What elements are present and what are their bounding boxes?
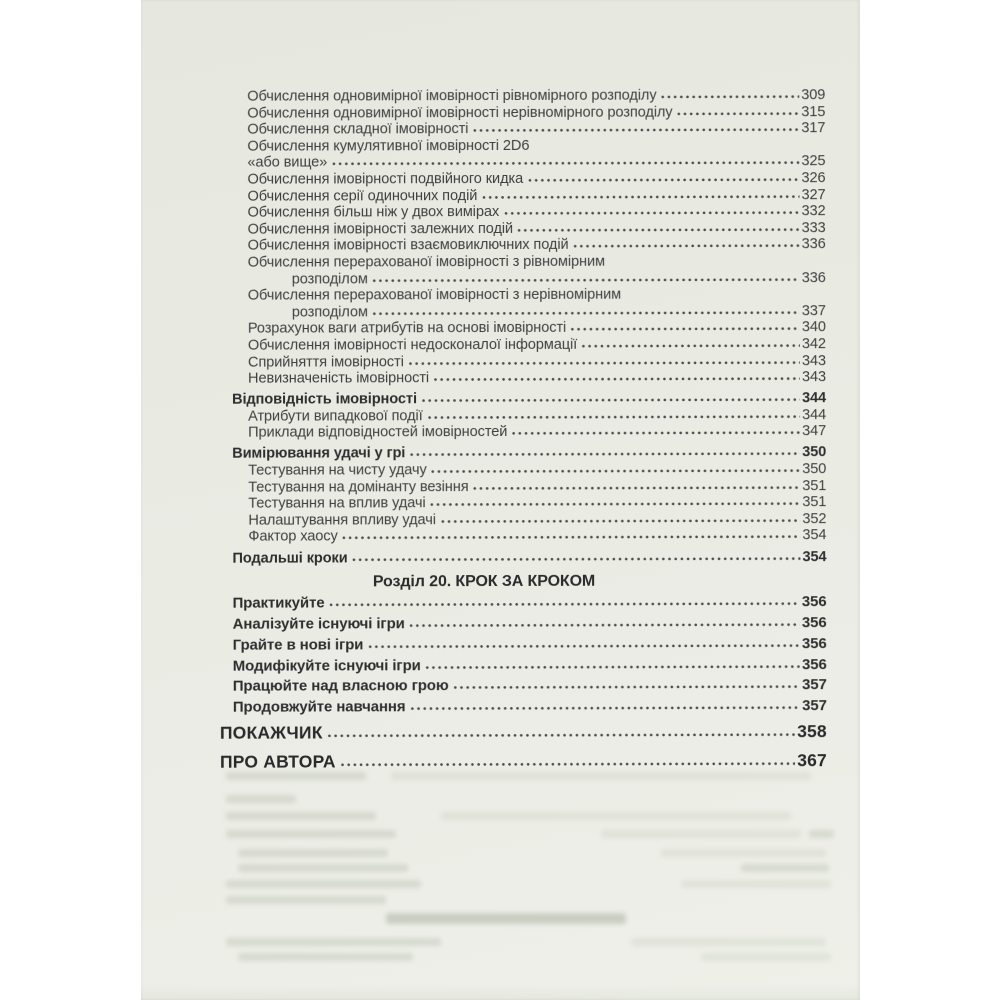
bleed-through-line <box>226 938 441 946</box>
toc-row <box>141 494 826 512</box>
toc-entry-label: Обчислення перерахованої імовірності з рівномірним <box>247 253 606 271</box>
toc-row <box>142 592 827 615</box>
toc-row <box>141 369 826 387</box>
toc-row <box>142 613 827 636</box>
toc-row <box>140 87 825 105</box>
toc-row <box>141 461 826 479</box>
page-number: 344 <box>801 406 827 423</box>
toc-row <box>142 720 827 744</box>
page-number: 343 <box>801 369 826 386</box>
toc-row <box>141 478 826 496</box>
toc-entry-label: Налаштування впливу удачі <box>248 512 436 529</box>
dot-leader <box>353 556 801 562</box>
dot-leader <box>330 601 800 607</box>
toc-entry-label: Приклади відповідностей імовірностей <box>248 424 508 442</box>
dot-leader <box>410 452 800 458</box>
chapter-heading <box>141 571 826 592</box>
dot-leader <box>441 518 800 524</box>
page-number: 347 <box>802 423 827 440</box>
toc-entry-label: Грайте в нові ігри <box>232 636 364 654</box>
dot-leader <box>432 468 800 474</box>
toc-row <box>142 675 827 698</box>
bleed-through-line <box>441 812 791 820</box>
page-number: 354 <box>802 548 827 565</box>
bleed-through-line <box>631 938 826 946</box>
toc-entry-label: ПОКАЖЧИК <box>219 722 323 743</box>
bleed-through-line <box>741 864 829 872</box>
dot-leader <box>528 177 799 183</box>
page-number: 356 <box>801 614 827 632</box>
bleed-through-line <box>226 880 421 888</box>
dot-leader <box>662 94 800 99</box>
toc-entry-label: Вимірювання удачі у грі <box>232 445 406 463</box>
dot-leader <box>454 685 800 691</box>
dot-leader <box>328 732 795 738</box>
bleed-through-line <box>238 953 413 961</box>
toc-entry-label: Тестування на вплив удачі <box>248 495 426 512</box>
toc-row <box>142 749 827 773</box>
toc-row <box>141 445 826 463</box>
toc-row <box>141 286 826 304</box>
dot-leader <box>428 414 800 420</box>
toc-entry-label: Модифікуйте існуючі ігри <box>232 656 421 675</box>
toc-row <box>141 236 826 254</box>
page-number: 325 <box>801 153 826 170</box>
dot-leader <box>373 277 800 283</box>
toc-entry-label: Невизначеність імовірності <box>247 370 430 387</box>
page-number: 342 <box>801 336 826 353</box>
dot-leader <box>582 343 800 349</box>
toc-row <box>140 137 825 155</box>
page-number: 336 <box>801 236 826 253</box>
toc-entry-label: «або вище» <box>247 154 328 172</box>
page-number: 352 <box>802 510 827 528</box>
page-number: 350 <box>802 444 827 461</box>
toc-entry-label: Відповідність імовірності <box>232 391 417 408</box>
dot-leader <box>473 127 799 133</box>
dot-leader <box>518 227 799 233</box>
bleed-through-line <box>681 880 831 888</box>
toc-row <box>141 353 826 371</box>
toc-row <box>141 549 826 567</box>
dot-leader <box>482 194 799 200</box>
toc-entry-label: Обчислення кумулятивної імовірності 2D6 <box>247 137 530 155</box>
dot-leader <box>422 397 800 403</box>
toc-entry-label: Обчислення перерахованої імовірності з нерівномірним <box>247 286 622 304</box>
toc-entry-label: Аналізуйте існуючі ігри <box>232 615 405 633</box>
toc-row <box>141 253 826 271</box>
toc-entry-label: Обчислення одновимірної імовірності нерівномірного розподілу <box>247 104 673 122</box>
toc-row <box>141 528 826 546</box>
toc-entry-label: розподілом <box>291 304 368 321</box>
bleed-through-line <box>809 830 834 838</box>
toc-entry-label: Обчислення серії одиночних подій <box>247 187 478 205</box>
bleed-through-line <box>226 772 366 780</box>
toc-row <box>142 634 827 657</box>
toc-entry-label: Обчислення імовірності недосконалої інформації <box>247 336 578 354</box>
toc-entry-label: Обчислення складної імовірності <box>247 121 469 138</box>
page-number: 350 <box>802 461 827 478</box>
page-number: 344 <box>801 390 827 407</box>
toc-row <box>141 220 826 238</box>
bleed-through-line <box>226 812 376 820</box>
page-number: 356 <box>801 634 827 652</box>
page-number: 309 <box>801 87 826 104</box>
toc-row <box>141 270 826 288</box>
page-number: 336 <box>801 269 826 286</box>
toc-row <box>140 154 825 172</box>
toc-entry-label: Обчислення імовірності подвійного кидка <box>247 170 524 188</box>
toc-row <box>140 170 825 188</box>
page-number: 315 <box>801 103 826 120</box>
dot-leader <box>426 664 800 670</box>
bleed-through-heading <box>386 913 626 924</box>
page-number: 356 <box>801 593 827 611</box>
bleed-through-line <box>391 772 811 780</box>
toc-entry-label: Сприйняття імовірності <box>247 353 404 371</box>
toc-row <box>141 336 826 354</box>
page-number: 356 <box>801 655 827 673</box>
toc-entry-label: Обчислення імовірності взаємовиключних подій <box>247 237 569 255</box>
page-number: 357 <box>802 676 827 694</box>
toc-entry-label: Тестування на домінанту везіння <box>248 478 469 496</box>
page-number: 358 <box>797 721 827 742</box>
dot-leader <box>343 535 801 541</box>
toc-entry-label: Обчислення одновимірної імовірності рівномірного розподілу <box>247 87 657 105</box>
dot-leader <box>678 111 800 116</box>
page-number: 354 <box>802 527 827 544</box>
toc-entry-label: Продовжуйте навчання <box>232 698 406 716</box>
toc-entry-label: Розділ 20. КРОК ЗА КРОКОМ <box>372 572 596 591</box>
bleed-through-line <box>701 953 831 961</box>
toc-row <box>141 407 826 425</box>
toc-row <box>140 187 825 205</box>
dot-leader <box>409 360 800 366</box>
toc-entry-label: Фактор хаосу <box>248 528 338 546</box>
page-number: 326 <box>801 170 826 187</box>
bleed-through-line <box>238 849 388 857</box>
page-number: 351 <box>802 477 827 494</box>
toc-list <box>140 0 861 773</box>
page-number: 343 <box>801 352 826 369</box>
bleed-through-line <box>226 896 386 904</box>
toc-entry-label: Подальші кроки <box>232 549 348 567</box>
book-page <box>141 0 860 1000</box>
dot-leader <box>512 431 800 437</box>
bleed-through-line <box>226 795 296 803</box>
dot-leader <box>373 310 800 316</box>
toc-row <box>141 424 826 442</box>
page-number: 333 <box>801 219 826 236</box>
toc-row <box>141 319 826 337</box>
page-number: 337 <box>801 302 826 319</box>
bleed-through-line <box>238 864 408 872</box>
toc-entry-label: розподілом <box>291 270 368 288</box>
toc-entry-label: Розрахунок ваги атрибутів на основі імовірності <box>247 320 567 337</box>
toc-entry-label: Практикуйте <box>232 594 325 612</box>
toc-row <box>141 390 826 408</box>
dot-leader <box>574 244 800 250</box>
page-number: 351 <box>802 494 827 511</box>
dot-leader <box>410 705 800 711</box>
toc-entry-label: ПРО АВТОРА <box>219 751 336 772</box>
dot-leader <box>341 761 795 767</box>
dot-leader <box>410 622 800 628</box>
toc-row <box>142 655 827 678</box>
toc-row <box>140 120 825 138</box>
page-number: 367 <box>797 750 828 771</box>
dot-leader <box>332 161 799 167</box>
toc-row <box>142 696 827 719</box>
toc-entry-label: Атрибути випадкової події <box>248 407 423 425</box>
bleed-through-line <box>661 849 826 857</box>
page-number: 317 <box>801 120 826 137</box>
toc-entry-label: Тестування на чисту удачу <box>248 462 427 479</box>
toc-entry-label: Обчислення більш ніж у двох вимірах <box>247 204 500 221</box>
toc-entry-label: Працюйте над власною грою <box>232 677 449 696</box>
page-number: 327 <box>801 186 826 203</box>
toc-entry-label: Обчислення імовірності залежних подій <box>247 220 514 238</box>
dot-leader <box>504 210 799 216</box>
toc-row <box>141 203 826 221</box>
page-number: 357 <box>802 697 827 715</box>
dot-leader <box>431 501 801 507</box>
dot-leader <box>474 485 801 491</box>
bleed-through-line <box>226 830 396 838</box>
dot-leader <box>571 327 800 333</box>
dot-leader <box>434 376 800 382</box>
page-number: 332 <box>801 203 826 220</box>
toc-row <box>141 303 826 321</box>
toc-row <box>140 104 825 122</box>
page-number: 340 <box>801 319 826 336</box>
bleed-through-line <box>601 830 801 838</box>
toc-row <box>141 511 826 529</box>
dot-leader <box>368 643 800 649</box>
